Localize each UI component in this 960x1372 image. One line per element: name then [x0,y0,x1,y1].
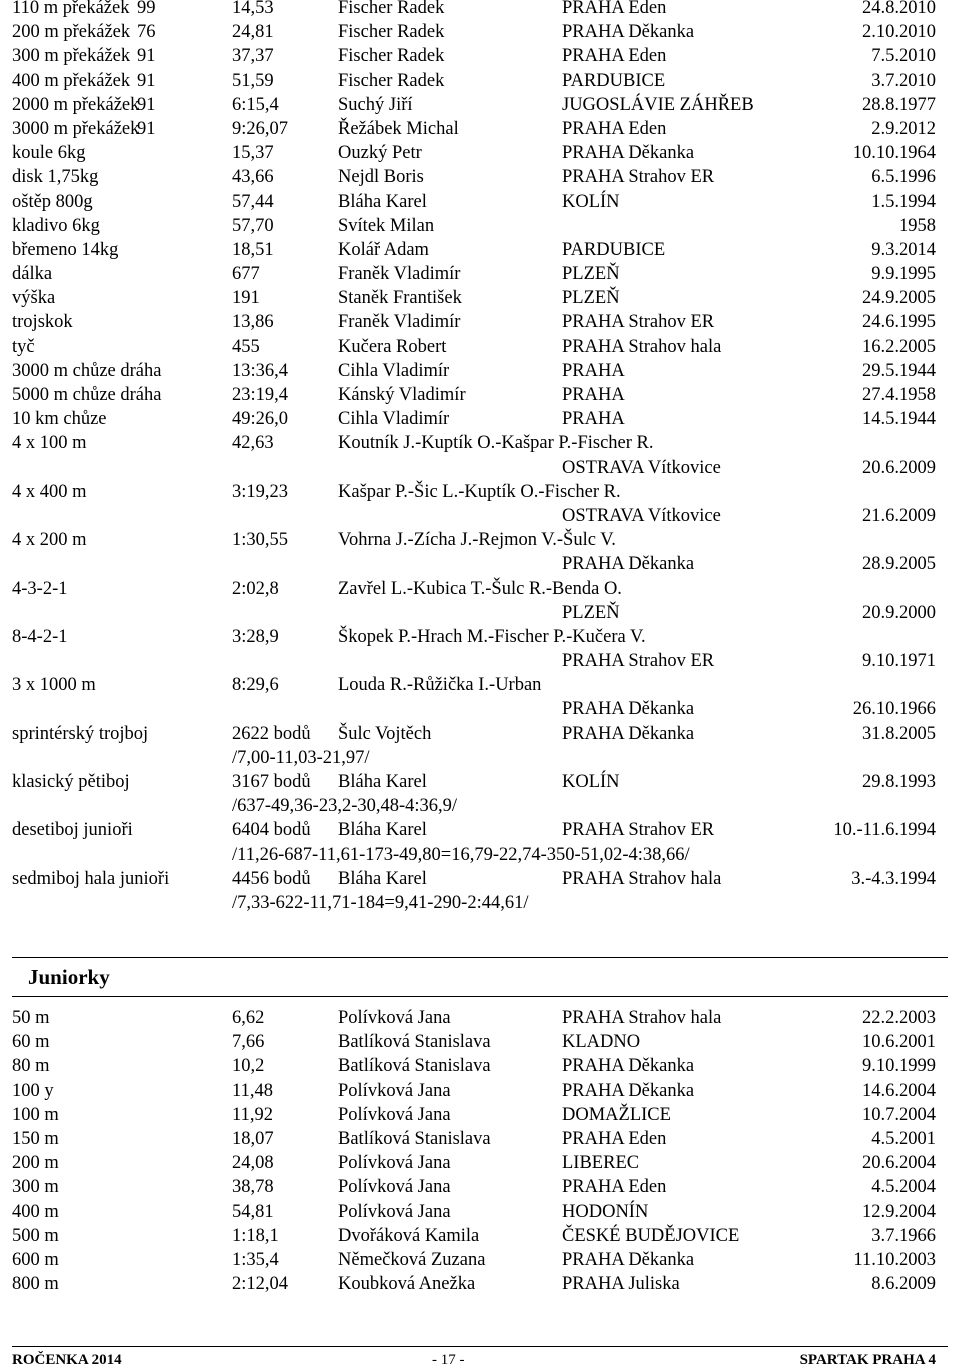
athlete-name: Fischer Radek [338,70,445,91]
footer-right: SPARTAK PRAHA 4 [799,1352,936,1368]
date: 29.5.1944 [862,360,936,381]
relay-row [12,431,948,455]
discipline: sprintérský trojboj [12,723,149,744]
discipline: 200 m [12,1153,59,1174]
section-divider [12,996,948,997]
result: 7,66 [232,1032,265,1053]
discipline: 600 m [12,1249,59,1270]
table-row [12,117,948,141]
table-row [12,1054,948,1078]
athlete-name: Bláha Karel [338,772,427,792]
athlete-name: Koubková Anežka [338,1274,476,1295]
venue: PRAHA Eden [562,46,667,67]
discipline: 150 m [12,1128,59,1149]
table-row [12,141,948,165]
multi-event-detail [12,843,948,867]
date: 1958 [899,215,936,236]
venue: PRAHA Strahov ER [562,167,715,188]
venue: PRAHA Strahov hala [562,868,722,889]
table-row [12,1272,948,1296]
venue: PRAHA Děkanka [562,723,695,744]
date: 4.5.2001 [871,1128,936,1149]
athlete-name: Staněk František [338,288,462,309]
discipline: 300 m [12,1177,59,1198]
multi-event-detail [12,891,948,915]
table-row [12,1224,948,1248]
venue: PRAHA Strahov hala [562,1008,722,1028]
venue: PRAHA Děkanka [562,554,695,575]
discipline: 100 y [12,1080,54,1101]
venue: PRAHA Strahov hala [562,336,722,357]
multi-event-detail [12,794,948,818]
table-row [12,1006,948,1030]
athlete-name: Řežábek Michal [338,118,459,139]
footer-divider [12,1346,948,1347]
athlete-name: Kánský Vladimír [338,385,466,405]
date: 4.5.2004 [871,1177,936,1198]
date: 24.8.2010 [862,0,936,18]
multi-event-row [12,770,948,794]
result: 6:15,4 [232,94,279,115]
venue: PRAHA Eden [562,1128,667,1149]
table-row [12,407,948,431]
venue: PRAHA Eden [562,0,667,18]
table-row [12,20,948,44]
date: 20.6.2004 [862,1153,936,1174]
date: 20.6.2009 [862,457,936,478]
athlete-name: Polívková Jana [338,1080,451,1101]
venue: PRAHA [562,360,625,381]
athlete-name: Fischer Radek [338,0,445,18]
result: 4456 bodů [232,868,311,889]
result: 24,81 [232,22,274,43]
date: 9.3.2014 [871,239,936,260]
relay-team: Louda R.-Růžička I.-Urban [338,675,542,696]
result: 455 [232,336,260,357]
multi-event-row [12,867,948,891]
discipline: 60 m [12,1032,50,1053]
table-row [12,1030,948,1054]
venue: PRAHA Děkanka [562,1080,695,1101]
discipline: 4 x 100 m [12,433,87,454]
result: 6404 bodů [232,820,311,841]
date: 11.10.2003 [853,1249,936,1270]
relay-team: Koutník J.-Kuptík O.-Kašpar P.-Fischer R. [338,433,654,454]
hurdle-height: 91 [137,118,156,139]
date: 3.-4.3.1994 [851,868,936,889]
discipline: 5000 m chůze dráha [12,385,162,405]
relay-row-venue [12,504,948,528]
date: 24.9.2005 [862,288,936,309]
footer [12,1348,936,1368]
hurdle-height: 91 [137,94,156,115]
venue: ČESKÉ BUDĚJOVICE [562,1225,740,1246]
date: 22.2.2003 [862,1008,936,1028]
venue: OSTRAVA Vítkovice [562,457,721,478]
date: 20.9.2000 [862,602,936,623]
discipline: 4 x 400 m [12,481,87,502]
result: 1:18,1 [232,1225,279,1246]
date: 9.10.1971 [862,651,936,672]
date: 9.10.1999 [862,1056,936,1077]
discipline: disk 1,75kg [12,167,99,188]
venue: KOLÍN [562,191,620,212]
table-row [12,1103,948,1127]
hurdle-height: 99 [137,0,156,18]
table-row [12,214,948,238]
table-row [12,335,948,359]
discipline: 3000 m chůze dráha [12,360,162,381]
multi-event-detail [12,746,948,770]
discipline: dálka [12,264,53,285]
result: 2:12,04 [232,1274,289,1295]
result: 3167 bodů [232,772,311,792]
result: 14,53 [232,0,274,18]
table-row [12,310,948,334]
table-row [12,165,948,189]
table-row [12,1175,948,1199]
result: 191 [232,288,260,309]
athlete-name: Bláha Karel [338,820,427,841]
venue: PRAHA Děkanka [562,22,695,43]
discipline: 3000 m překážek [12,118,140,139]
athlete-name: Fischer Radek [338,22,445,43]
athlete-name: Polívková Jana [338,1008,451,1028]
table-row [12,262,948,286]
date: 12.9.2004 [862,1201,936,1222]
result: 13,86 [232,312,274,333]
discipline: 50 m [12,1008,50,1028]
section-title-juniorky: Juniorky [28,965,110,989]
footer-page-number: - 17 - [432,1352,465,1368]
date: 10.6.2001 [862,1032,936,1053]
table-row [12,1151,948,1175]
relay-row-venue [12,552,948,576]
result: 9:26,07 [232,118,289,139]
discipline: oštěp 800g [12,191,93,212]
partial-results: /7,33-622-11,71-184=9,41-290-2:44,61/ [232,892,529,913]
relay-row [12,528,948,552]
date: 26.10.1966 [852,699,936,720]
table-row [12,383,948,407]
discipline: tyč [12,336,35,357]
athlete-name: Bláha Karel [338,191,427,212]
athlete-name: Fischer Radek [338,46,445,67]
result: 15,37 [232,143,274,164]
juniorky-table [12,1006,948,1296]
athlete-name: Kučera Robert [338,336,447,357]
result: 51,59 [232,70,274,91]
venue: PRAHA Juliska [562,1274,680,1295]
partial-results: /11,26-687-11,61-173-49,80=16,79-22,74-350-51,02-4:38,66/ [232,844,690,865]
date: 29.8.1993 [862,772,936,792]
result: 18,51 [232,239,274,260]
relay-row-venue [12,601,948,625]
result: 1:35,4 [232,1249,279,1270]
venue: JUGOSLÁVIE ZÁHŘEB [562,94,754,115]
venue: LIBEREC [562,1153,640,1174]
date: 3.7.1966 [871,1225,936,1246]
section-divider [12,957,948,958]
table-row [12,286,948,310]
relay-row [12,673,948,697]
discipline: 100 m [12,1104,59,1125]
result: 57,44 [232,191,274,212]
result: 10,2 [232,1056,265,1077]
relay-row [12,480,948,504]
venue: PRAHA Děkanka [562,699,695,720]
result: 2:02,8 [232,578,279,599]
discipline: 200 m překážek [12,22,131,43]
date: 1.5.1994 [871,191,936,212]
venue: PRAHA Eden [562,118,667,139]
date: 3.7.2010 [871,70,936,91]
athlete-name: Polívková Jana [338,1201,451,1222]
discipline: kladivo 6kg [12,215,100,236]
venue: HODONÍN [562,1201,649,1222]
venue: OSTRAVA Vítkovice [562,505,721,526]
date: 28.8.1977 [862,94,936,115]
venue: PLZEŇ [562,602,620,623]
result: 24,08 [232,1153,274,1174]
discipline: 10 km chůze [12,409,107,430]
discipline: 110 m překážek [12,0,130,18]
discipline: klasický pětiboj [12,772,130,792]
hurdle-height: 76 [137,22,156,43]
venue: PLZEŇ [562,288,620,309]
date: 24.6.1995 [862,312,936,333]
relay-row [12,577,948,601]
relay-row-venue [12,697,948,721]
venue: PRAHA Strahov ER [562,651,715,672]
venue: PRAHA Eden [562,1177,667,1198]
venue: PRAHA [562,385,625,405]
discipline: 300 m překážek [12,46,131,67]
partial-results: /637-49,36-23,2-30,48-4:36,9/ [232,796,458,817]
table-row [12,93,948,117]
relay-team: Zavřel L.-Kubica T.-Šulc R.-Benda O. [338,578,622,599]
date: 10.10.1964 [852,143,936,164]
table-row [12,69,948,93]
date: 14.6.2004 [862,1080,936,1101]
table-row [12,190,948,214]
partial-results: /7,00-11,03-21,97/ [232,747,370,768]
result: 37,37 [232,46,274,67]
athlete-name: Cihla Vladimír [338,409,450,430]
date: 14.5.1944 [862,409,936,430]
venue: KLADNO [562,1032,641,1053]
footer-left: ROČENKA 2014 [12,1352,122,1368]
relay-team: Škopek P.-Hrach M.-Fischer P.-Kučera V. [338,626,646,647]
relay-row [12,625,948,649]
multi-event-row [12,722,948,746]
discipline: 500 m [12,1225,59,1246]
relay-team: Vohrna J.-Zícha J.-Rejmon V.-Šulc V. [338,530,616,551]
table-row [12,0,948,20]
venue: PRAHA Děkanka [562,143,695,164]
table-row [12,1248,948,1272]
hurdle-height: 91 [137,70,156,91]
date: 31.8.2005 [862,723,936,744]
result: 23:19,4 [232,385,289,405]
men-records-table [12,0,948,915]
date: 6.5.1996 [871,167,936,188]
multi-event-row [12,818,948,842]
date: 9.9.1995 [871,264,936,285]
discipline: koule 6kg [12,143,86,164]
athlete-name: Nejdl Boris [338,167,424,188]
venue: PRAHA Strahov ER [562,312,715,333]
athlete-name: Batlíková Stanislava [338,1128,491,1149]
relay-row-venue [12,456,948,480]
result: 3:28,9 [232,626,279,647]
table-row [12,44,948,68]
discipline: 2000 m překážek [12,94,140,115]
athlete-name: Batlíková Stanislava [338,1032,491,1053]
result: 18,07 [232,1128,274,1149]
athlete-name: Franěk Vladimír [338,264,461,285]
venue: PLZEŇ [562,264,620,285]
date: 16.2.2005 [862,336,936,357]
hurdle-height: 91 [137,46,156,67]
discipline: 3 x 1000 m [12,675,96,696]
result: 43,66 [232,167,274,188]
date: 21.6.2009 [862,505,936,526]
athlete-name: Bláha Karel [338,868,427,889]
date: 2.9.2012 [871,118,936,139]
discipline: 8-4-2-1 [12,626,68,647]
venue: KOLÍN [562,772,620,792]
discipline: sedmiboj hala junioři [12,868,170,889]
athlete-name: Batlíková Stanislava [338,1056,491,1077]
date: 2.10.2010 [862,22,936,43]
date: 27.4.1958 [862,385,936,405]
venue: DOMAŽLICE [562,1104,671,1125]
discipline: 800 m [12,1274,59,1295]
venue: PRAHA Děkanka [562,1056,695,1077]
result: 8:29,6 [232,675,279,696]
result: 42,63 [232,433,274,454]
discipline: břemeno 14kg [12,239,119,260]
table-row [12,238,948,262]
result: 1:30,55 [232,530,289,551]
table-row [12,1079,948,1103]
result: 677 [232,264,260,285]
discipline: 4 x 200 m [12,530,87,551]
date: 28.9.2005 [862,554,936,575]
relay-team: Kašpar P.-Šic L.-Kuptík O.-Fischer R. [338,481,621,502]
relay-row-venue [12,649,948,673]
result: 11,92 [232,1104,273,1125]
result: 13:36,4 [232,360,289,381]
athlete-name: Polívková Jana [338,1104,451,1125]
discipline: desetiboj junioři [12,820,133,841]
athlete-name: Svítek Milan [338,215,435,236]
athlete-name: Dvořáková Kamila [338,1225,480,1246]
discipline: 4-3-2-1 [12,578,68,599]
date: 10.-11.6.1994 [833,820,936,841]
result: 11,48 [232,1080,273,1101]
result: 2622 bodů [232,723,311,744]
result: 38,78 [232,1177,274,1198]
athlete-name: Suchý Jiří [338,94,413,115]
athlete-name: Franěk Vladimír [338,312,461,333]
venue: PRAHA Strahov ER [562,820,715,841]
athlete-name: Polívková Jana [338,1153,451,1174]
athlete-name: Šulc Vojtěch [338,723,432,744]
result: 6,62 [232,1008,265,1028]
athlete-name: Němečková Zuzana [338,1249,486,1270]
venue: PRAHA Děkanka [562,1249,695,1270]
athlete-name: Polívková Jana [338,1177,451,1198]
result: 54,81 [232,1201,274,1222]
result: 3:19,23 [232,481,289,502]
table-row [12,1200,948,1224]
table-row [12,1127,948,1151]
date: 10.7.2004 [862,1104,936,1125]
discipline: 400 m [12,1201,59,1222]
athlete-name: Cihla Vladimír [338,360,450,381]
discipline: trojskok [12,312,73,333]
athlete-name: Kolář Adam [338,239,429,260]
athlete-name: Ouzký Petr [338,143,422,164]
date: 8.6.2009 [871,1274,936,1295]
result: 49:26,0 [232,409,289,430]
discipline: 80 m [12,1056,50,1077]
date: 7.5.2010 [871,46,936,67]
venue: PRAHA [562,409,625,430]
result: 57,70 [232,215,274,236]
venue: PARDUBICE [562,70,666,91]
table-row [12,359,948,383]
discipline: 400 m překážek [12,70,131,91]
discipline: výška [12,288,56,309]
venue: PARDUBICE [562,239,666,260]
